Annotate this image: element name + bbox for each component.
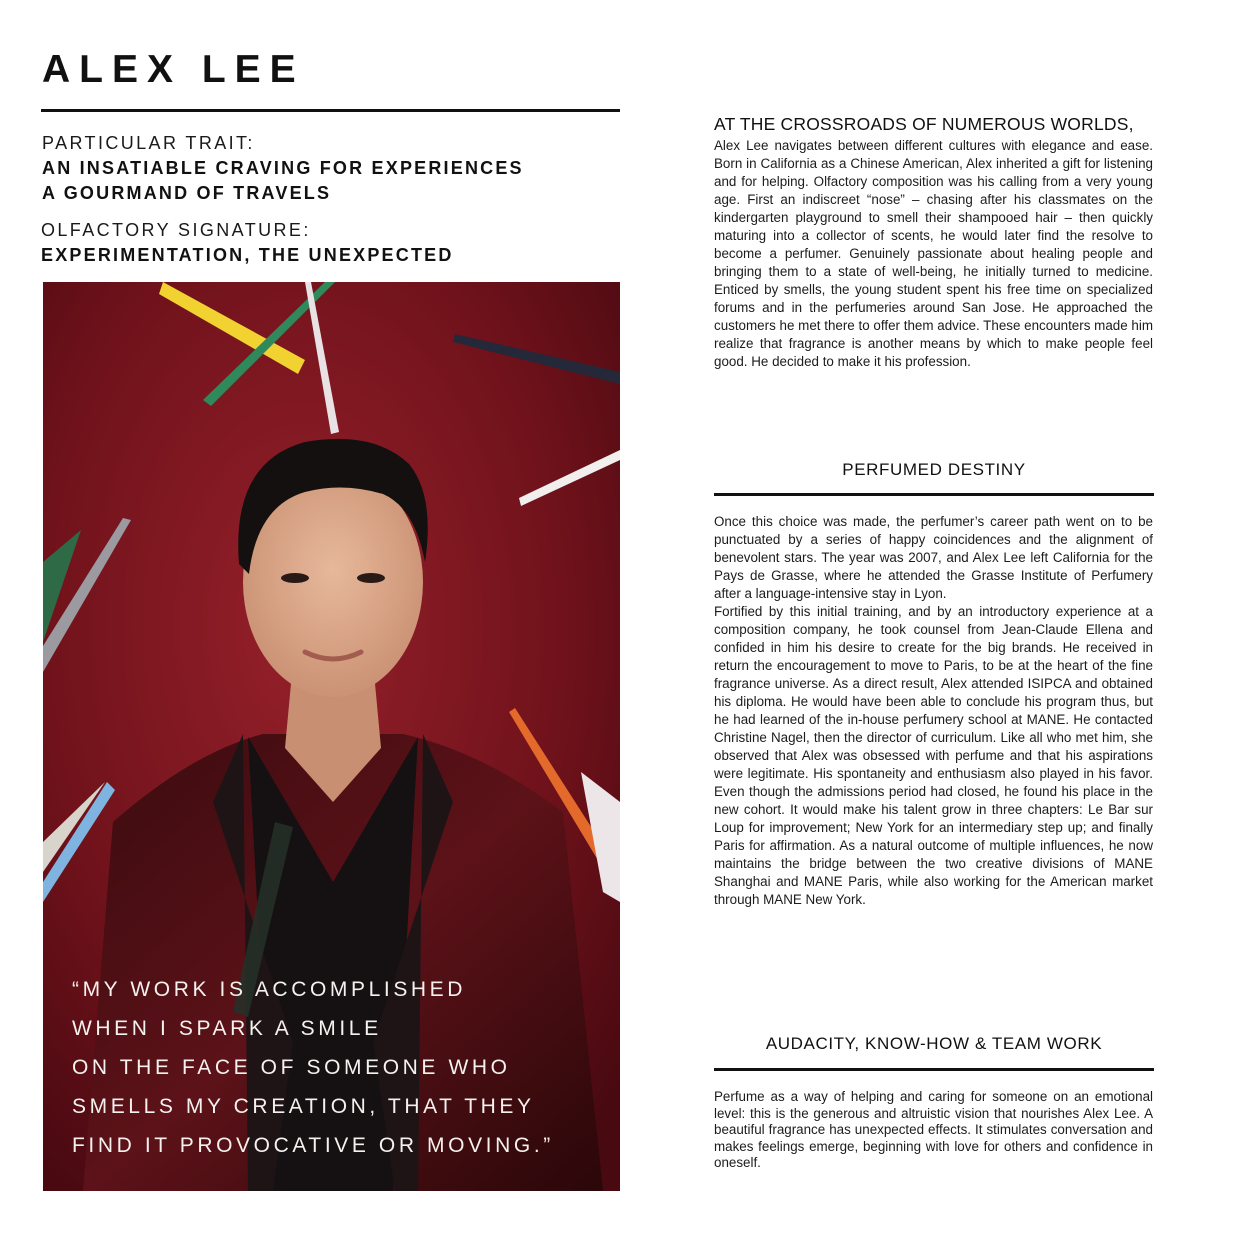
intro-title: AT THE CROSSROADS OF NUMEROUS WORLDS, [714,114,1134,134]
destiny-divider [714,493,1154,496]
destiny-paragraph-1: Once this choice was made, the perfumer’s career path went on to be punctuated by a series of happy coincidences and the alignment of benevolent stars. The year was 2007, and Alex Lee left California for the Pays de Grasse, where he attended the Grasse Institute of Perfumery after a language-intensive stay in Lyon. [714,514,1153,601]
destiny-paragraph-2: Fortified by this initial training, and by an introductory experience at a composition company, he took counsel from Jean-Claude Ellena and confided in him his desire to create for the big brands. He received in return the encouragement to move to Paris, to be at the heart of the fine fragrance universe. As a direct result, Alex attended ISIPCA and obtained his diploma. He would have been able to conclude his program thus, but he had learned of the in-house perfumery school at MANE. He contacted Christine Nagel, then the director of curriculum. Like all who met him, she observed that Alex was obsessed with perfume and that his aspirations were legitimate. His spontaneity and enthusiasm also played in his favor. Even though the admissions period had closed, he found his place in the new cohort. It would make his talent grow in three chapters: Le Bar sur Loup for improvement; New York for an intermediary step up; and finally Paris for affirmation. As a natural outcome of multiple influences, he now maintains the bridge between the two creative divisions of MANE Shanghai and MANE Paris, while also working for the American market through MANE New York. [714,604,1153,907]
audacity-divider [714,1068,1154,1071]
trait-value-1: AN INSATIABLE CRAVING FOR EXPERIENCES [42,158,524,178]
photo-quote [72,970,612,1165]
title-divider [41,109,620,112]
signature-label: OLFACTORY SIGNATURE: [41,220,311,240]
destiny-title: PERFUMED DESTINY [842,460,1026,479]
quote-line-5: FIND IT PROVOCATIVE OR MOVING.” [72,1134,554,1157]
audacity-title: AUDACITY, KNOW-HOW & TEAM WORK [765,1034,1103,1053]
quote-line-3: ON THE FACE OF SOMEONE WHO [72,1056,511,1079]
trait-value-2: A GOURMAND OF TRAVELS [42,183,332,203]
person-name: ALEX LEE [42,48,305,91]
quote-line-1: “MY WORK IS ACCOMPLISHED [72,978,467,1001]
quote-line-4: SMELLS MY CREATION, THAT THEY [72,1095,535,1118]
audacity-body [714,1089,1153,1172]
signature-value: EXPERIMENTATION, THE UNEXPECTED [41,245,454,265]
trait-label: PARTICULAR TRAIT: [42,133,255,153]
quote-line-2: WHEN I SPARK A SMILE [72,1017,382,1040]
audacity-paragraph: Perfume as a way of helping and caring for someone on an emotional level: this is the generous and altruistic vision that nourishes Alex Lee. A beautiful fragrance has unexpected effects. It stimulates conversation and makes feelings emerge, beginning with love for others and confidence in oneself. [714,1089,1153,1171]
destiny-body [714,513,1153,909]
intro-body [714,137,1153,371]
intro-paragraph: Alex Lee navigates between different cultures with elegance and ease. Born in California as a Chinese American, Alex inherited a gift for listening and for helping. Olfactory composition was his calling from a very young age. First an indiscreet “nose” – chasing after his classmates on the kindergarten playground to smell their shampooed hair – then quickly maturing into a collector of scents, he would later find the resolve to become a perfumer. Genuinely passionate about healing people and bringing them to a state of well-being, he initially turned to medicine. Enticed by smells, the young student spent his free time on specialized forums and in the perfumeries around San Jose. He approached the customers he met there to offer them advice. These encounters made him realize that fragrance is another means by which to make people feel good. He decided to make it his profession. [714,138,1153,369]
portrait-photo [43,282,620,1191]
